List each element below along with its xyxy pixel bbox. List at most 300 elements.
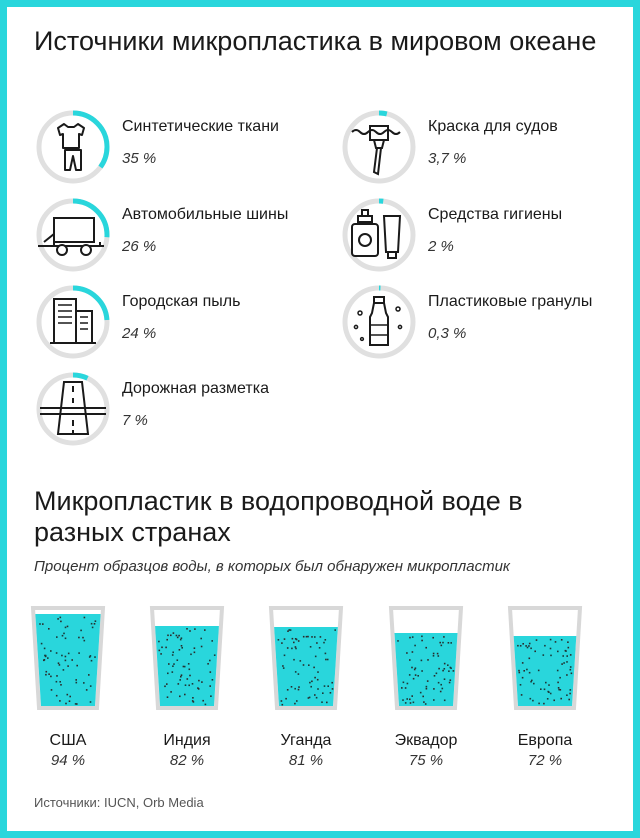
microplastic-speck <box>412 636 414 638</box>
microplastic-speck <box>413 678 415 680</box>
microplastic-speck <box>185 684 187 686</box>
microplastic-speck <box>411 667 413 669</box>
microplastic-speck <box>314 677 316 679</box>
microplastic-speck <box>91 660 93 662</box>
microplastic-speck <box>51 689 53 691</box>
microplastic-speck <box>331 682 333 684</box>
microplastic-speck <box>557 651 559 653</box>
microplastic-speck <box>210 695 212 697</box>
microplastic-speck <box>525 645 527 647</box>
microplastic-speck <box>444 663 446 665</box>
microplastic-speck <box>90 655 92 657</box>
microplastic-speck <box>414 669 416 671</box>
microplastic-speck <box>65 638 67 640</box>
microplastic-speck <box>287 647 289 649</box>
microplastic-speck <box>409 659 411 661</box>
microplastic-speck <box>46 671 48 673</box>
microplastic-speck <box>300 660 302 662</box>
microplastic-speck <box>284 638 286 640</box>
microplastic-speck <box>306 636 308 638</box>
source-value: 35 % <box>122 150 157 167</box>
microplastic-speck <box>425 703 427 705</box>
microplastic-speck <box>529 643 531 645</box>
microplastic-speck <box>433 653 435 655</box>
microplastic-speck <box>440 691 442 693</box>
microplastic-speck <box>322 692 324 694</box>
microplastic-speck <box>285 698 287 700</box>
microplastic-speck <box>315 656 317 658</box>
microplastic-speck <box>437 653 439 655</box>
source-value: 24 % <box>122 325 157 342</box>
microplastic-speck <box>543 654 545 656</box>
microplastic-speck <box>303 636 305 638</box>
microplastic-speck <box>65 703 67 705</box>
microplastic-speck <box>181 645 183 647</box>
source-label: Городская пыль <box>122 293 241 310</box>
microplastic-speck <box>181 674 183 676</box>
microplastic-speck <box>75 679 77 681</box>
microplastic-speck <box>397 640 399 642</box>
tapwater-chart <box>0 600 640 780</box>
microplastic-speck <box>421 640 423 642</box>
microplastic-speck <box>296 700 298 702</box>
microplastic-speck <box>444 678 446 680</box>
microplastic-speck <box>529 672 531 674</box>
microplastic-speck <box>177 637 179 639</box>
microplastic-speck <box>189 675 191 677</box>
microplastic-speck <box>327 685 329 687</box>
microplastic-speck <box>450 679 452 681</box>
microplastic-speck <box>189 669 191 671</box>
microplastic-speck <box>76 665 78 667</box>
microplastic-speck <box>422 696 424 698</box>
microplastic-speck <box>334 629 336 631</box>
microplastic-speck <box>207 663 209 665</box>
microplastic-speck <box>323 642 325 644</box>
value-label: 81 % <box>288 752 324 769</box>
microplastic-speck <box>56 695 58 697</box>
microplastic-speck <box>449 682 451 684</box>
microplastic-speck <box>168 663 170 665</box>
tapwater-subtitle: Процент образцов воды, в которых был обнаружен микропластик <box>34 558 511 575</box>
microplastic-speck <box>172 671 174 673</box>
source-value: 3,7 % <box>428 150 467 167</box>
microplastic-speck <box>44 655 46 657</box>
microplastic-speck <box>90 685 92 687</box>
microplastic-speck <box>533 683 535 685</box>
microplastic-speck <box>178 683 180 685</box>
microplastic-speck <box>544 689 546 691</box>
microplastic-speck <box>439 642 441 644</box>
microplastic-speck <box>566 655 568 657</box>
microplastic-speck <box>88 674 90 676</box>
microplastic-speck <box>294 703 296 705</box>
microplastic-speck <box>332 688 334 690</box>
microplastic-speck <box>67 694 69 696</box>
microplastic-speck <box>432 637 434 639</box>
microplastic-speck <box>92 627 94 629</box>
microplastic-speck <box>561 663 563 665</box>
microplastic-speck <box>42 623 44 625</box>
microplastic-speck <box>523 670 525 672</box>
microplastic-speck <box>442 670 444 672</box>
microplastic-speck <box>200 638 202 640</box>
microplastic-speck <box>298 686 300 688</box>
microplastic-speck <box>202 700 204 702</box>
microplastic-speck <box>186 628 188 630</box>
microplastic-speck <box>179 696 181 698</box>
microplastic-speck <box>566 661 568 663</box>
microplastic-speck <box>436 673 438 675</box>
microplastic-speck <box>95 620 97 622</box>
microplastic-speck <box>69 696 71 698</box>
microplastic-speck <box>544 645 546 647</box>
microplastic-speck <box>84 640 86 642</box>
microplastic-speck <box>181 637 183 639</box>
microplastic-speck <box>179 649 181 651</box>
microplastic-speck <box>547 691 549 693</box>
value-label: 82 % <box>169 752 205 769</box>
microplastic-speck <box>438 668 440 670</box>
microplastic-speck <box>411 695 413 697</box>
microplastic-speck <box>94 656 96 658</box>
microplastic-speck <box>519 672 521 674</box>
country-label: США <box>49 732 87 749</box>
microplastic-speck <box>534 651 536 653</box>
microplastic-speck <box>167 635 169 637</box>
microplastic-speck <box>565 650 567 652</box>
country-label: Эквадор <box>394 732 458 749</box>
microplastic-speck <box>184 666 186 668</box>
microplastic-speck <box>423 701 425 703</box>
country-label: Европа <box>517 732 573 749</box>
microplastic-speck <box>314 694 316 696</box>
microplastic-speck <box>330 692 332 694</box>
source-item <box>34 196 334 276</box>
microplastic-speck <box>413 702 415 704</box>
microplastic-speck <box>538 670 540 672</box>
microplastic-speck <box>78 637 80 639</box>
microplastic-speck <box>65 627 67 629</box>
microplastic-speck <box>62 635 64 637</box>
microplastic-speck <box>562 655 564 657</box>
microplastic-speck <box>414 645 416 647</box>
microplastic-speck <box>410 702 412 704</box>
microplastic-speck <box>434 675 436 677</box>
microplastic-speck <box>566 694 568 696</box>
value-label: 75 % <box>408 752 444 769</box>
source-item <box>340 196 640 276</box>
source-item <box>340 108 640 188</box>
microplastic-speck <box>447 664 449 666</box>
microplastic-speck <box>161 647 163 649</box>
microplastic-speck <box>405 702 407 704</box>
microplastic-speck <box>303 664 305 666</box>
microplastic-speck <box>415 674 417 676</box>
microplastic-speck <box>308 664 310 666</box>
microplastic-speck <box>438 655 440 657</box>
microplastic-speck <box>313 667 315 669</box>
microplastic-speck <box>211 640 213 642</box>
microplastic-speck <box>80 630 82 632</box>
glass-bar <box>391 608 461 769</box>
source-label: Автомобильные шины <box>122 206 289 223</box>
microplastic-speck <box>201 646 203 648</box>
microplastic-speck <box>327 659 329 661</box>
microplastic-speck <box>540 688 542 690</box>
microplastic-speck <box>560 689 562 691</box>
microplastic-speck <box>167 673 169 675</box>
microplastic-speck <box>319 647 321 649</box>
microplastic-speck <box>557 670 559 672</box>
microplastic-speck <box>201 681 203 683</box>
microplastic-speck <box>76 682 78 684</box>
microplastic-speck <box>529 658 531 660</box>
microplastic-speck <box>557 682 559 684</box>
microplastic-speck <box>59 700 61 702</box>
microplastic-speck <box>453 670 455 672</box>
microplastic-speck <box>290 629 292 631</box>
microplastic-speck <box>298 689 300 691</box>
microplastic-speck <box>559 677 561 679</box>
microplastic-speck <box>401 687 403 689</box>
microplastic-speck <box>412 651 414 653</box>
microplastic-speck <box>325 659 327 661</box>
microplastic-speck <box>532 700 534 702</box>
microplastic-speck <box>570 689 572 691</box>
microplastic-speck <box>56 681 58 683</box>
microplastic-speck <box>189 630 191 632</box>
microplastic-speck <box>530 648 532 650</box>
microplastic-speck <box>427 659 429 661</box>
value-label: 94 % <box>50 752 86 769</box>
microplastic-speck <box>317 679 319 681</box>
buildings-icon <box>34 283 112 361</box>
microplastic-speck <box>61 655 63 657</box>
microplastic-speck <box>63 669 65 671</box>
microplastic-speck <box>209 685 211 687</box>
microplastic-speck <box>442 642 444 644</box>
microplastic-speck <box>172 654 174 656</box>
microplastic-speck <box>310 686 312 688</box>
microplastic-speck <box>84 617 86 619</box>
microplastic-speck <box>181 647 183 649</box>
microplastic-speck <box>570 666 572 668</box>
microplastic-speck <box>421 636 423 638</box>
microplastic-speck <box>316 697 318 699</box>
microplastic-speck <box>561 639 563 641</box>
microplastic-speck <box>65 656 67 658</box>
microplastic-speck <box>180 639 182 641</box>
microplastic-speck <box>56 675 58 677</box>
microplastic-speck <box>550 639 552 641</box>
microplastic-speck <box>555 641 557 643</box>
microplastic-speck <box>209 660 211 662</box>
microplastic-speck <box>406 698 408 700</box>
microplastic-speck <box>563 662 565 664</box>
microplastic-speck <box>39 623 41 625</box>
microplastic-speck <box>291 648 293 650</box>
microplastic-speck <box>409 674 411 676</box>
microplastic-speck <box>433 688 435 690</box>
sources-title: Источники микропластика в мировом океане <box>34 26 597 56</box>
microplastic-speck <box>176 635 178 637</box>
microplastic-speck <box>82 637 84 639</box>
microplastic-speck <box>433 655 435 657</box>
source-value: 7 % <box>122 412 148 429</box>
microplastic-speck <box>50 650 52 652</box>
microplastic-speck <box>311 636 313 638</box>
microplastic-speck <box>530 681 532 683</box>
country-label: Уганда <box>280 732 332 749</box>
microplastic-speck <box>170 691 172 693</box>
microplastic-speck <box>405 687 407 689</box>
microplastic-speck <box>548 684 550 686</box>
microplastic-speck <box>443 636 445 638</box>
microplastic-speck <box>180 676 182 678</box>
microplastic-speck <box>283 667 285 669</box>
cosmetics-icon <box>340 196 418 274</box>
microplastic-speck <box>527 647 529 649</box>
microplastic-speck <box>172 652 174 654</box>
microplastic-speck <box>558 687 560 689</box>
source-item <box>340 283 640 363</box>
microplastic-speck <box>567 641 569 643</box>
microplastic-speck <box>309 697 311 699</box>
microplastic-speck <box>433 699 435 701</box>
microplastic-speck <box>450 667 452 669</box>
microplastic-speck <box>421 660 423 662</box>
microplastic-speck <box>58 662 60 664</box>
microplastic-speck <box>441 645 443 647</box>
microplastic-speck <box>192 700 194 702</box>
microplastic-speck <box>67 665 69 667</box>
microplastic-speck <box>543 703 545 705</box>
microplastic-speck <box>522 643 524 645</box>
source-item <box>34 370 334 450</box>
microplastic-speck <box>60 684 62 686</box>
microplastic-speck <box>210 671 212 673</box>
microplastic-speck <box>41 643 43 645</box>
microplastic-speck <box>281 700 283 702</box>
microplastic-speck <box>291 686 293 688</box>
microplastic-speck <box>326 702 328 704</box>
microplastic-speck <box>545 682 547 684</box>
microplastic-speck <box>314 636 316 638</box>
microplastic-speck <box>307 636 309 638</box>
microplastic-speck <box>190 654 192 656</box>
microplastic-speck <box>69 700 71 702</box>
microplastic-speck <box>409 699 411 701</box>
microplastic-speck <box>448 670 450 672</box>
microplastic-speck <box>568 699 570 701</box>
microplastic-speck <box>188 663 190 665</box>
microplastic-speck <box>568 647 570 649</box>
microplastic-speck <box>406 652 408 654</box>
microplastic-speck <box>407 683 409 685</box>
country-label: Индия <box>163 732 211 749</box>
microplastic-speck <box>517 645 519 647</box>
microplastic-speck <box>56 636 58 638</box>
microplastic-speck <box>65 660 67 662</box>
microplastic-speck <box>403 682 405 684</box>
microplastic-speck <box>444 700 446 702</box>
glass-bar <box>510 608 580 769</box>
microplastic-speck <box>321 701 323 703</box>
source-label: Синтетические ткани <box>122 118 279 135</box>
source-item <box>34 283 334 363</box>
microplastic-speck <box>86 689 88 691</box>
microplastic-speck <box>409 637 411 639</box>
microplastic-speck <box>570 654 572 656</box>
microplastic-speck <box>448 642 450 644</box>
microplastic-speck <box>450 642 452 644</box>
microplastic-speck <box>63 633 65 635</box>
glass-water <box>155 626 219 706</box>
microplastic-speck <box>298 640 300 642</box>
microplastic-speck <box>425 647 427 649</box>
microplastic-speck <box>173 632 175 634</box>
microplastic-speck <box>426 688 428 690</box>
microplastic-speck <box>192 683 194 685</box>
microplastic-speck <box>282 665 284 667</box>
microplastic-speck <box>90 701 92 703</box>
microplastic-speck <box>164 686 166 688</box>
microplastic-speck <box>287 689 289 691</box>
microplastic-speck <box>324 685 326 687</box>
road-icon <box>34 370 112 448</box>
microplastic-speck <box>278 639 280 641</box>
microplastic-speck <box>309 682 311 684</box>
microplastic-speck <box>178 635 180 637</box>
microplastic-speck <box>160 653 162 655</box>
microplastic-speck <box>530 698 532 700</box>
microplastic-speck <box>194 628 196 630</box>
microplastic-speck <box>560 698 562 700</box>
microplastic-speck <box>67 626 69 628</box>
microplastic-speck <box>59 664 61 666</box>
microplastic-speck <box>78 652 80 654</box>
microplastic-speck <box>426 686 428 688</box>
source-value: 26 % <box>122 238 157 255</box>
microplastic-speck <box>60 621 62 623</box>
microplastic-speck <box>68 653 70 655</box>
source-label: Пластиковые гранулы <box>428 293 593 310</box>
microplastic-speck <box>44 659 46 661</box>
microplastic-speck <box>83 682 85 684</box>
microplastic-speck <box>438 682 440 684</box>
microplastic-speck <box>292 638 294 640</box>
microplastic-speck <box>167 696 169 698</box>
source-label: Дорожная разметка <box>122 380 269 397</box>
microplastic-speck <box>440 684 442 686</box>
microplastic-speck <box>197 687 199 689</box>
microplastic-speck <box>325 653 327 655</box>
microplastic-speck <box>520 684 522 686</box>
microplastic-speck <box>569 693 571 695</box>
microplastic-speck <box>172 665 174 667</box>
microplastic-speck <box>295 648 297 650</box>
microplastic-speck <box>311 681 313 683</box>
source-label: Средства гигиены <box>428 206 563 223</box>
tapwater-title: Микропластик в водопроводной воде в разных странах <box>34 486 523 547</box>
microplastic-speck <box>284 655 286 657</box>
microplastic-speck <box>184 694 186 696</box>
microplastic-speck <box>421 670 423 672</box>
microplastic-speck <box>188 685 190 687</box>
microplastic-speck <box>316 642 318 644</box>
microplastic-speck <box>158 641 160 643</box>
